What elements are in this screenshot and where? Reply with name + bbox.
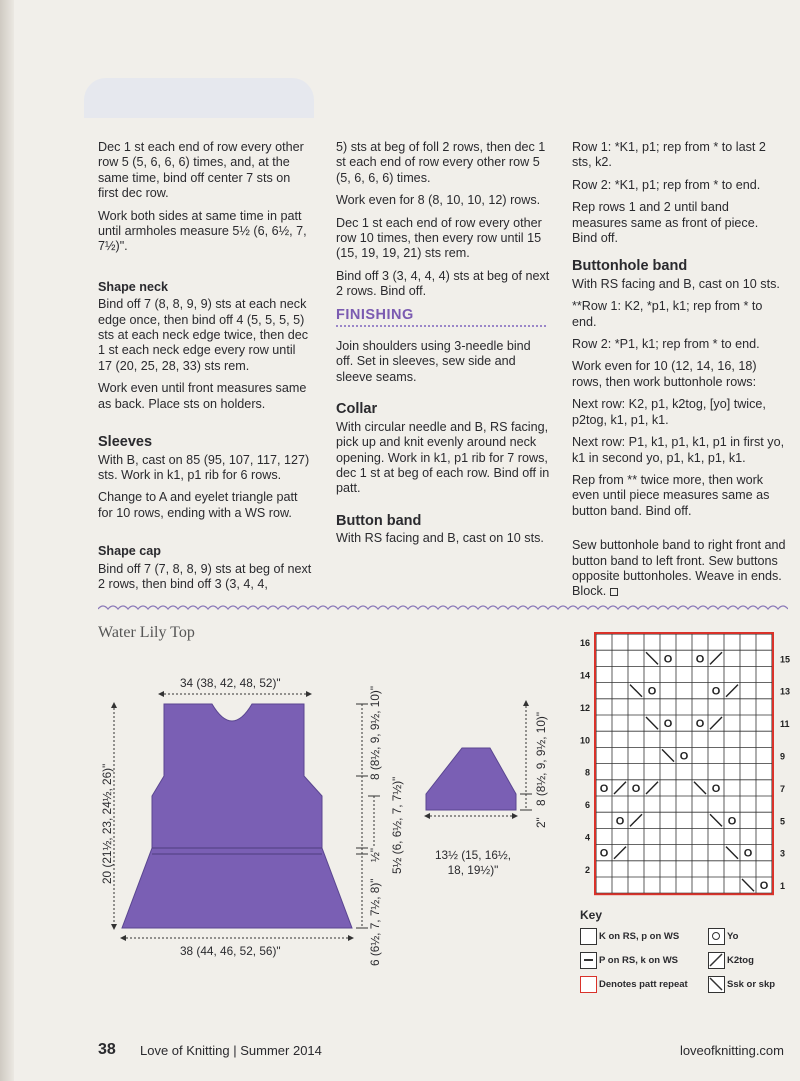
heading-buttonhole-band: Buttonhole band: [572, 258, 688, 275]
key-label: P on RS, k on WS: [599, 955, 678, 966]
row-label-left: 14: [579, 670, 590, 681]
paragraph: Rep rows 1 and 2 until band measures same as front of piece. Bind off.: [572, 200, 759, 246]
arrow-right: [306, 691, 312, 697]
paragraph: Next row: K2, p1, k2tog, [yo] twice, p2tog, k1, p1, k1.: [572, 397, 766, 427]
yo-stitch: O: [743, 847, 753, 860]
paragraph: Work both sides at same time in patt until armholes measure 5½ (6, 6½, 7, 7½)".: [98, 208, 307, 254]
paragraph: With RS facing and B, cast on 10 sts.: [336, 531, 544, 546]
schematic-diagram: [100, 676, 560, 976]
k2tog-slash-icon: [708, 952, 725, 969]
paragraph: Bind off 3 (3, 4, 4, 4) sts at beg of next 2 rows. Bind off.: [336, 268, 550, 299]
armhole-label: 8 (8½, 9, 9½, 10)": [368, 685, 382, 780]
magazine-name: Love of Knitting: [140, 1043, 230, 1058]
paragraph: Work even for 8 (8, 10, 10, 12) rows.: [336, 193, 541, 208]
ssk-backslash-icon: [708, 976, 725, 993]
paragraph: Work even for 10 (12, 14, 16, 18) rows, then work buttonhole rows:: [572, 359, 757, 389]
end-mark-icon: [610, 588, 618, 596]
body-length-label: 20 (21½, 23, 24½, 26)": [100, 763, 114, 884]
yo-stitch: O: [695, 653, 705, 666]
key-k2tog: [708, 952, 754, 969]
key-label: Denotes patt repeat: [599, 979, 688, 990]
yo-stitch: O: [599, 847, 609, 860]
arrow-left: [424, 813, 430, 819]
row-label-right: 1: [780, 881, 786, 892]
body-bottom-width-label: 38 (44, 46, 52, 56)": [180, 944, 281, 958]
key-label: K2tog: [727, 955, 754, 966]
arrow-up: [523, 700, 529, 706]
row-label-left: 6: [584, 800, 590, 811]
repeat-box-icon: [580, 976, 597, 993]
paragraph: Next row: P1, k1, p1, k1, p1 in first yo, k1 in second yo, p1, k1, p1, k1.: [572, 435, 785, 465]
key-yo: [708, 928, 738, 945]
yo-stitch: O: [695, 718, 705, 731]
paragraph: Work even until front measures same as back. Place sts on holders.: [98, 381, 307, 411]
key-repeat: [580, 976, 688, 993]
issue-name: Summer 2014: [240, 1043, 322, 1058]
yo-stitch: O: [759, 880, 769, 893]
wavy-divider: [98, 604, 788, 614]
paragraph: Change to A and eyelet triangle patt for 10 rows, ending with a WS row.: [98, 490, 298, 520]
arrow-left: [158, 691, 164, 697]
heading-shape-cap: Shape cap: [98, 544, 161, 559]
body-front-shape: [122, 704, 352, 928]
yo-stitch: O: [711, 685, 721, 698]
knit-square-icon: [580, 928, 597, 945]
paragraph: Dec 1 st each end of row every other row 10 times, then every row until 15 (15, 19, 19, 21) sts rem.: [336, 215, 542, 261]
row-label-right: 11: [780, 719, 790, 730]
key-title: Key: [580, 908, 603, 922]
website-link[interactable]: loveofknitting.com: [679, 1043, 784, 1058]
yo-stitch: O: [615, 815, 625, 828]
heading-finishing: FINISHING: [336, 308, 546, 327]
paragraph: Row 1: *K1, p1; rep from * to last 2 sts, k2.: [572, 140, 766, 170]
yo-stitch: O: [711, 782, 721, 795]
figure-title: Water Lily Top: [98, 624, 195, 641]
paragraph: Row 2: *K1, p1; rep from * to end.: [572, 177, 761, 192]
sleeve-width-label: 13½ (15, 16½, 18, 19½)": [434, 848, 512, 877]
body-top-width-label: 34 (38, 42, 48, 52)": [180, 676, 281, 690]
text-column-3: [572, 140, 786, 607]
text-column-2: [336, 140, 550, 554]
key-label: Ssk or skp: [727, 979, 776, 990]
row-label-left: 10: [579, 735, 590, 746]
paragraph: 5) sts at beg of foll 2 rows, then dec 1 st each end of row every other row 5 (5, 6, 6, 6) times.: [336, 140, 546, 185]
paragraph: Bind off 7 (8, 8, 9, 9) sts at each neck edge once, then bind off 4 (5, 5, 5, 5) sts at each neck edge twice, then dec 1 st each neck edge every row until 17 (20, 25, 28, 33) sts rem.: [98, 297, 309, 373]
paragraph: With RS facing and B, cast on 10 sts.: [572, 276, 780, 291]
yo-stitch: O: [631, 782, 641, 795]
key-ssk: [708, 976, 775, 993]
row-label-right: 3: [780, 848, 786, 859]
paragraph: With B, cast on 85 (95, 107, 117, 127) sts. Work in k1, p1 rib for 6 rows.: [98, 452, 310, 482]
purl-dash-icon: [580, 952, 597, 969]
sleeve-side-label: 2": [534, 817, 548, 828]
paragraph: Bind off 7 (7, 8, 8, 9) sts at beg of next 2 rows, then bind off 3 (3, 4, 4,: [98, 561, 312, 591]
heading-button-band: Button band: [336, 512, 422, 529]
side-label: 5½ (6, 6½, 7, 7½)": [390, 776, 404, 874]
yo-stitch: O: [679, 750, 689, 763]
row-label-right: 9: [780, 751, 786, 762]
yo-stitch: O: [663, 653, 673, 666]
arrow-right: [348, 935, 354, 941]
yo-circle-icon: [708, 928, 725, 945]
arrow-down: [111, 924, 117, 930]
yo-stitch: O: [727, 815, 737, 828]
row-label-left: 16: [579, 638, 590, 649]
key-label: Yo: [727, 931, 739, 942]
yo-stitch: O: [599, 782, 609, 795]
arrow-right: [512, 813, 518, 819]
row-label-left: 8: [584, 767, 590, 778]
paragraph: Row 2: *P1, k1; rep from * to end.: [572, 337, 760, 352]
skirt-label: 6 (6½, 7, 7½, 8)": [368, 878, 382, 966]
paragraph: Rep from ** twice more, then work even until piece measures same as button band. Bind off.: [572, 472, 770, 518]
sleeve-shape: [426, 748, 516, 810]
paragraph: With circular needle and B, RS facing, pick up and knit evenly around neck opening. Work in k1, p1 rib for 7 rows, dec 1 st at beg of each row. Bind off in patt.: [336, 419, 550, 496]
paragraph: **Row 1: K2, *p1, k1; rep from * to end.: [572, 299, 763, 329]
page-binding-edge: [0, 0, 14, 1081]
paragraph: Dec 1 st each end of row every other row 5 (5, 6, 6, 6) times, and, at the same time, bind off center 7 sts on first dec row.: [98, 140, 304, 201]
heading-sleeves: Sleeves: [98, 434, 153, 451]
page-number: 38: [98, 1041, 116, 1058]
background-tab: [84, 78, 314, 118]
band-label: ½": [368, 847, 382, 862]
key-label: K on RS, p on WS: [599, 931, 680, 942]
knitting-chart: [568, 628, 800, 900]
paragraph: Join shoulders using 3-needle bind off. Set in sleeves, sew side and sleeve seams.: [336, 339, 531, 384]
key-purl: [580, 952, 678, 969]
sleeve-cap-label: 8 (8½, 9, 9½, 10)": [534, 711, 548, 806]
row-label-left: 4: [584, 832, 590, 843]
heading-shape-neck: Shape neck: [98, 279, 168, 294]
arrow-up: [111, 702, 117, 708]
text-column-1: [98, 140, 312, 599]
row-label-left: 2: [584, 864, 590, 875]
yo-stitch: O: [663, 718, 673, 731]
row-label-right: 5: [780, 816, 786, 827]
closing-text: Sew buttonhole band to right front and button band to left front. Sew buttons opposite buttonholes. Weave in ends. Block.: [572, 538, 786, 599]
magazine-credit: Love of Knitting | Summer 2014: [140, 1043, 322, 1058]
paragraph: [572, 538, 786, 600]
heading-collar: Collar: [336, 401, 378, 418]
row-label-right: 7: [780, 783, 786, 794]
yo-stitch: O: [647, 685, 657, 698]
row-label-right: 15: [780, 654, 791, 665]
row-label-left: 12: [579, 702, 590, 713]
row-label-right: 13: [780, 686, 791, 697]
key-knit: [580, 928, 679, 945]
arrow-left: [120, 935, 126, 941]
